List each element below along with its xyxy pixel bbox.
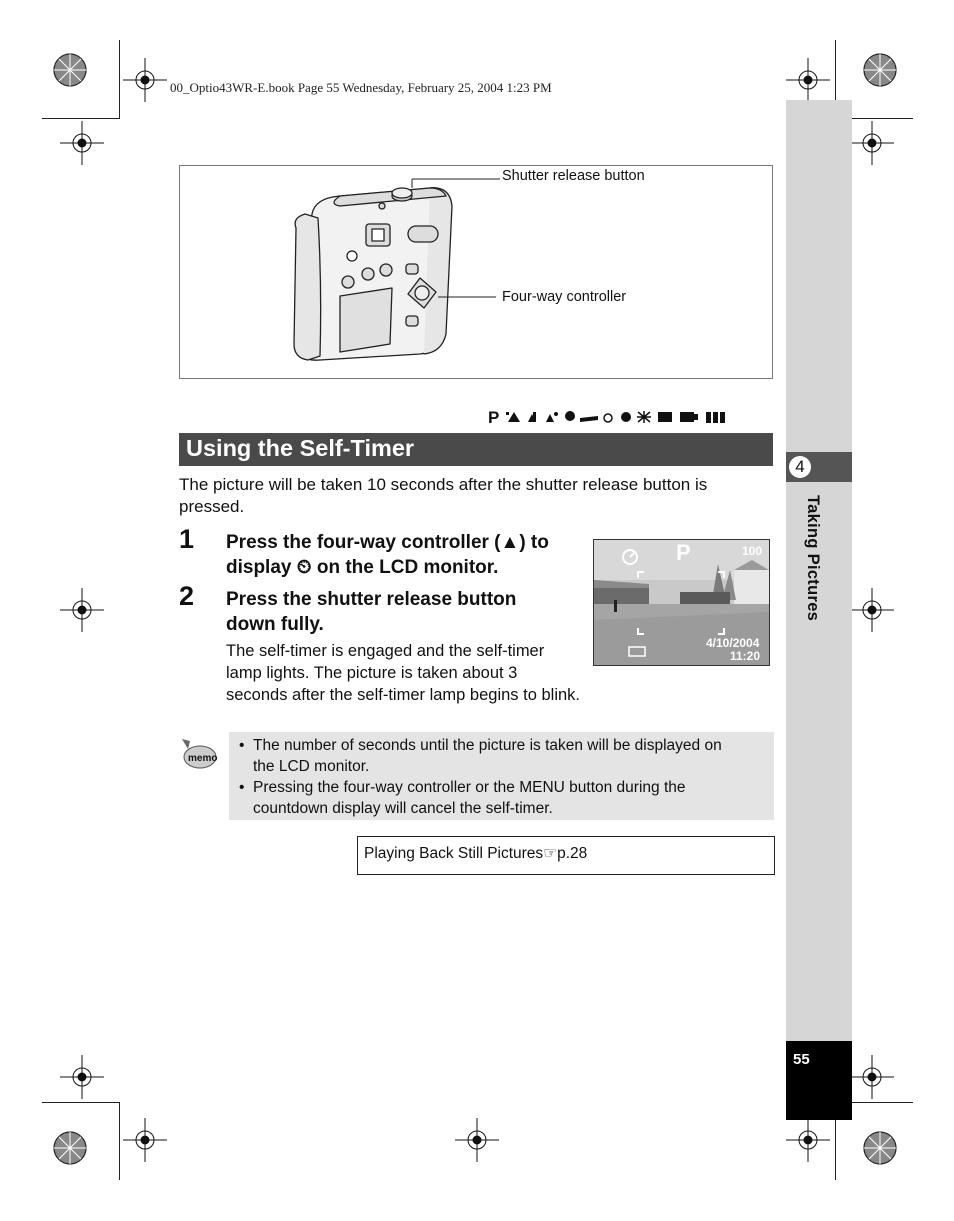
trim-line [42, 1102, 120, 1103]
step-1-text [226, 530, 549, 580]
description-line: seconds after the self-timer lamp begins to blink. [226, 686, 581, 704]
reference-text: Playing Back Still Pictures [364, 845, 544, 862]
step-number-2: 2 [179, 581, 195, 611]
chapter-title: Taking Pictures [804, 495, 822, 622]
step-1-line: Press the four-way controller (▲) to [226, 532, 549, 553]
reference-box [357, 836, 775, 875]
memo-line: • The number of seconds until the picture is taken will be displayed on [253, 737, 722, 754]
program-mode-icon: P [488, 408, 501, 427]
memo-list [237, 735, 767, 819]
page-number: 55 [793, 1051, 810, 1068]
memo-box [229, 732, 774, 820]
callout-four-way-controller: Four-way controller [502, 289, 627, 305]
memo-line: the LCD monitor. [253, 758, 370, 775]
intro-paragraph [179, 474, 773, 518]
intro-line: pressed. [179, 497, 245, 516]
memo-line: countdown display will cancel the self-timer. [253, 800, 553, 817]
intro-line: The picture will be taken 10 seconds after the shutter release button is [179, 475, 708, 494]
trim-line [42, 118, 120, 119]
step-2-text [226, 587, 516, 637]
step-number-1: 1 [179, 524, 195, 554]
lcd-date: 4/10/2004 [706, 636, 760, 650]
lcd-mode: P [676, 540, 691, 565]
step-2-description [226, 640, 626, 706]
memo-line: • Pressing the four-way controller or the MENU button during the [253, 779, 686, 796]
lcd-time: 11:20 [730, 649, 761, 663]
reference-symbol-icon: ☞ [543, 845, 558, 862]
description-line: The self-timer is engaged and the self-timer [226, 642, 545, 660]
memo-item [237, 777, 767, 819]
lcd-shots-remaining: 100 [742, 544, 763, 558]
shooting-mode-icons [488, 408, 778, 428]
step-2-line: Press the shutter release button [226, 589, 517, 610]
reference-page: p.28 [557, 845, 588, 862]
description-line: lamp lights. The picture is taken about 3 [226, 664, 518, 682]
lcd-monitor-preview [593, 539, 770, 666]
chapter-number: 4 [789, 456, 811, 478]
camera-illustration [180, 166, 772, 378]
section-title-bar [179, 433, 773, 466]
book-header: 00_Optio43WR-E.book Page 55 Wednesday, February 25, 2004 1:23 PM [170, 80, 552, 95]
trim-line [119, 40, 120, 118]
memo-icon [178, 735, 218, 776]
callout-shutter-release: Shutter release button [502, 168, 645, 184]
section-title: Using the Self-Timer [186, 435, 415, 461]
memo-label: memo [188, 753, 218, 764]
step-1-line: display ⏲ on the LCD monitor. [226, 557, 499, 578]
memo-item [237, 735, 767, 777]
step-2-line: down fully. [226, 614, 324, 635]
trim-line [119, 1102, 120, 1180]
scene-mode-icons [506, 408, 778, 426]
camera-figure [179, 165, 773, 379]
